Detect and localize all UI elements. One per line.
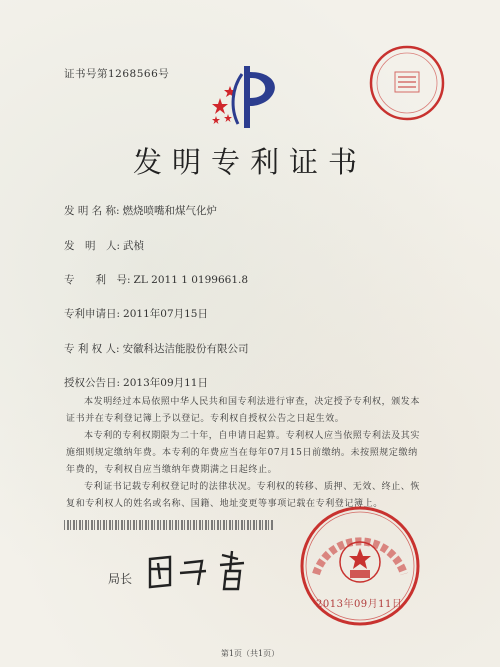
body-paragraph: 专利证书记载专利权登记时的法律状况。专利权的转移、质押、无效、终止、恢复和专利权人的姓名或名称、国籍、地址变更等事项记载在专利登记簿上。: [66, 482, 421, 509]
field-label: 发 明 名 称:: [64, 205, 120, 217]
agency-seal-icon: [368, 44, 446, 122]
field-value: ZL 2011 1 0199661.8: [133, 274, 249, 286]
director-signature-icon: [140, 545, 290, 595]
director-label: 局长: [108, 572, 133, 586]
field-label: 专利申请日:: [64, 308, 121, 320]
body-paragraph: 本专利的专利权期限为二十年，自申请日起算。专利权人应当依照专利法及其实施细则规定缴纳年费。本专利的年费应当在每年07月15日前缴纳。未按照规定缴纳年费的，专利权自应当缴纳年费期满之日起终止。: [66, 431, 421, 475]
field-value: 燃烧喷嘴和煤气化炉: [122, 205, 218, 217]
field-patentee: [64, 341, 249, 356]
field-label: 专 利 权 人:: [64, 343, 120, 355]
field-label: 发 明 人:: [64, 240, 121, 252]
field-label: 授权公告日:: [64, 377, 121, 389]
seal-date: 2013年09月11日: [316, 599, 403, 610]
field-label: 专 利 号:: [64, 274, 131, 286]
field-value: 安徽科达洁能股份有限公司: [122, 343, 249, 355]
field-value: 武楨: [123, 240, 145, 252]
field-patent-number: [64, 272, 248, 287]
certificate-number: 证书号第1268566号: [64, 68, 170, 80]
field-value: 2013年09月11日: [123, 377, 208, 389]
field-grant-date: [64, 375, 208, 390]
body-paragraph: 本发明经过本局依照中华人民共和国专利法进行审查，决定授予专利权，颁发本证书并在专利登记簿上予以登记。专利权自授权公告之日起生效。: [66, 397, 421, 424]
field-application-date: [64, 306, 208, 321]
document-title: 发明专利证书: [132, 145, 367, 179]
field-value: 2011年07月15日: [123, 308, 208, 320]
barcode-strip: [64, 520, 274, 530]
cnipa-logo-icon: [202, 58, 292, 136]
field-inventor: [64, 238, 144, 253]
field-invention-name: [64, 203, 217, 218]
page-footer: 第1页（共1页）: [220, 649, 280, 658]
